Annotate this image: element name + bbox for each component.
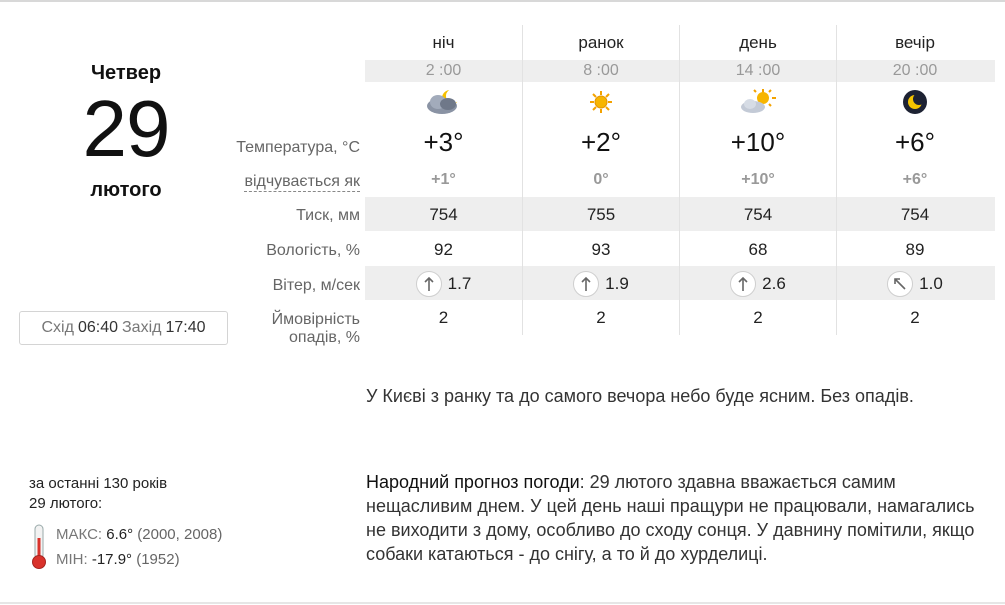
min-value: -17.9° [91, 551, 133, 568]
temperature-label: Температура, °C [236, 139, 360, 156]
folk-forecast [366, 470, 996, 566]
sunrise-time: 06:40 [77, 319, 118, 336]
max-label: МАКС: [56, 526, 103, 543]
period-time: 8 :00 [583, 62, 619, 79]
wind-speed: 1.7 [447, 274, 472, 293]
history-heading [29, 474, 279, 514]
precip-probability: 2 [910, 308, 920, 327]
folk-forecast-text: : 29 лютого здавна вважається самим нещасливим днем. У цей день наші пращури не працювали, намагались не виходити з дому, особливо до сходу сонця. У давнину помітили, якщо собаки катаються - до снігу, а то й до хурделиці. [366, 472, 975, 564]
temperature: +10° [730, 127, 786, 157]
folk-forecast-title: Народний прогноз погоди [366, 472, 580, 492]
history-max [56, 526, 222, 543]
wind-direction-icon [730, 271, 756, 297]
thermometer-icon [29, 524, 49, 570]
sunrise-label: Схід [41, 319, 74, 336]
humidity: 92 [434, 240, 453, 259]
max-years: (2000, 2008) [137, 526, 223, 543]
period-column-morning [522, 25, 679, 335]
wind-direction-icon [573, 271, 599, 297]
sunset-time: 17:40 [165, 319, 206, 336]
humidity: 93 [591, 240, 611, 259]
wind [523, 271, 679, 297]
day-number: 29 [82, 84, 170, 173]
moon-icon [893, 86, 937, 118]
feels-like: +6° [902, 171, 928, 188]
weekday: Четвер [90, 62, 162, 84]
period-column-day [679, 25, 836, 335]
bottom-divider [0, 602, 1005, 604]
history-line1: за останні 130 років [29, 475, 168, 492]
history-records [29, 522, 289, 572]
date-panel [20, 60, 232, 202]
temperature: +6° [894, 127, 936, 157]
sunset-label: Захід [122, 319, 162, 336]
period-column-evening [836, 25, 993, 335]
min-label: МІН: [56, 551, 88, 568]
wind [365, 271, 522, 297]
period-time: 14 :00 [735, 62, 781, 79]
top-divider [0, 0, 1005, 2]
forecast-grid [365, 25, 995, 335]
min-years: (1952) [136, 551, 180, 568]
period-name: день [739, 33, 777, 52]
history-min [56, 551, 180, 568]
feels-like: +1° [431, 171, 456, 188]
wind-direction-icon [416, 271, 442, 297]
temperature: +2° [580, 127, 622, 157]
pressure: 755 [586, 205, 616, 224]
wind-direction-icon [887, 271, 913, 297]
wind-label: Вітер, м/сек [272, 277, 360, 294]
wind [837, 271, 993, 297]
pressure: 754 [900, 205, 930, 224]
pressure: 754 [429, 205, 458, 224]
forecast-description: У Києві з ранку та до самого вечора небо буде ясним. Без опадів. [366, 386, 914, 406]
precip-probability: 2 [438, 308, 449, 327]
wind-speed: 1.0 [919, 274, 943, 293]
history-line2: 29 лютого: [29, 495, 103, 512]
pressure-label: Тиск, мм [296, 207, 360, 224]
precip-label-line2: опадів, % [289, 329, 360, 346]
temperature: +3° [423, 127, 464, 157]
precip-label-line1: Ймовірність [271, 311, 360, 328]
month-name: лютого [90, 179, 162, 201]
wind [680, 271, 836, 297]
wind-speed: 1.9 [605, 274, 629, 293]
precip-label [272, 311, 360, 347]
cloudy-night-icon [422, 86, 466, 118]
pressure: 754 [743, 205, 773, 224]
humidity: 89 [905, 240, 925, 259]
humidity-label: Вологість, % [266, 242, 360, 259]
feels-like: 0° [593, 171, 609, 188]
period-time: 2 :00 [425, 62, 462, 79]
period-name: ранок [578, 33, 624, 52]
sun-icon [579, 86, 623, 118]
humidity: 68 [748, 240, 768, 259]
sunrise-sunset-box [19, 311, 228, 345]
period-time: 20 :00 [892, 62, 938, 79]
max-value: 6.6° [106, 526, 134, 543]
precip-probability: 2 [596, 308, 606, 327]
period-column-night [365, 25, 522, 335]
period-name: ніч [432, 33, 455, 52]
partly-cloudy-icon [736, 86, 780, 118]
wind-speed: 2.6 [762, 274, 786, 293]
feels-like: +10° [741, 171, 775, 188]
precip-probability: 2 [753, 308, 763, 327]
period-name: вечір [895, 33, 935, 52]
feels-like-label[interactable]: відчувається як [244, 173, 360, 190]
